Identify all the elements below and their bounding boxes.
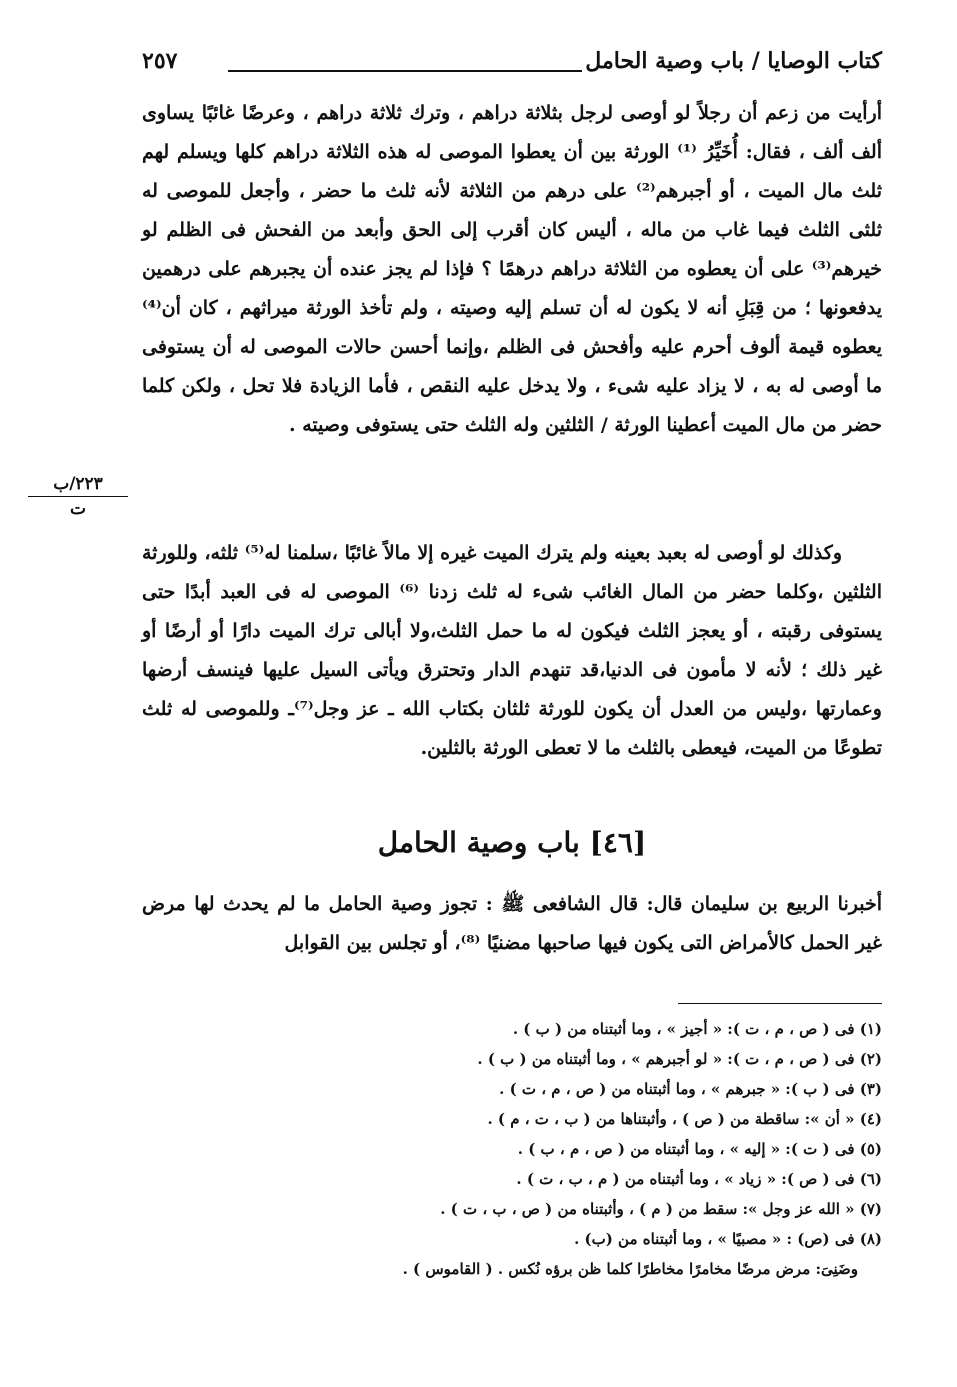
paragraph-text: أرأيت من زعم أن رجلاً لو أوصى لرجل بثلاثة دراهم ، وترك ثلاثة دراهم ، وعرضًا غائبًا يساوى ألف ألف ، فقال: أُخَيِّرُ ⁽¹⁾ الورثة بين أن يعطوا الموصى له هذه الثلاثة دراهم كلها ويسلم لهم ثلث مال الميت ، أو أجبرهم⁽²⁾ على درهم من الثلاثة لأنه ثلث ما حضر ، وأجعل للموصى له ثلثى الثلث فيما غاب من ماله ، أليس كان أقرب إلى الحق وأبعد من الفحش فى الظلم لو خيرهم⁽³⁾ على أن يعطوه من الثلاثة دراهم درهمًا ؟ فإذا لم يجز عنده أن يجبرهم على درهمين يدفعونها ؛ من قِبَلِ أنه لا يكون له أن تسلم إليه وصيته ، ولم تأخذ الورثة ميراثهم ، كان أن⁽⁴⁾ يعطوه قيمة ألوف أحرم عليه وأفحش فى الظلم ،وإنما أحسن حالات الموصى له أن يستوفى ما أوصى له به ، لا يزاد عليه شىء ، ولا يدخل عليه النقص ، فأما الزيادة فلا تحل ، ولكن كلما حضر من مال الميت أعطينا الورثة / الثلثين وله الثلث حتى يستوفى وصيته . [142,102,882,436]
footnote: (٥) فى ( ت ): « إليه » ، وما أثبتناه من ( ص ، م ، ب ) . [517,1140,882,1158]
footnote: (٨) فى (ص) : « مصبيًا » ، وما أثبتناه من (ب) . [574,1230,882,1248]
margin-note [28,474,128,519]
footnote-definition: وضَنِىَ: مرض مرضًا مخامرًا مخاطرًا كلما ظن برؤه نُكس . ( القاموس ) . [402,1260,858,1278]
section-heading: [٤٦] باب وصية الحامل [377,826,647,859]
page-number: ٢٥٧ [142,48,178,74]
margin-manuscript-ref: ت [69,499,86,519]
header-rule [228,70,582,72]
body-paragraph-2 [142,534,882,768]
header-title: كتاب الوصايا / باب وصية الحامل [585,48,882,74]
running-header [142,44,882,84]
footnote: (١) فى ( ص ، م ، ت ): « أجيز » ، وما أثبتناه من ( ب ) . [512,1020,882,1038]
body-paragraph-1 [142,94,882,445]
body-paragraph-3 [142,885,882,963]
footnote: (٢) فى ( ص ، م ، ت ): « لو أجبرهم » ، وما أثبتناه من ( ب ) . [477,1050,882,1068]
footnote: (٦) فى ( ص ): « زياد » ، وما أثبتناه من ( م ، ب ، ت ) . [516,1170,882,1188]
margin-folio-ref: ٢٢٣/ب [28,474,128,497]
footnote-divider [678,1003,882,1004]
paragraph-text: وكذلك لو أوصى له بعبد بعينه ولم يترك الميت غيره إلا مالاً غائبًا ،سلمنا له⁽⁵⁾ ثلثه، وللورثة الثلثين ،وكلما حضر من المال الغائب شىء له ثلث زدنا ⁽⁶⁾ الموصى له فى العبد أبدًا حتى يستوفى رقبته ، أو يعجز الثلث فيكون له ما حمل الثلث،ولا أبالى ترك الميت دارًا أو أرضًا أو غير ذلك ؛ لأنه لا مأمون فى الدنيا،قد تنهدم الدار وتحترق ويأتى السيل عليها فينسف أرضها وعمارتها ،وليس من العدل أن يكون للورثة ثلثان بكتاب الله ـ عز وجل⁽⁷⁾ـ وللموصى له ثلث تطوعًا من الميت، فيعطى بالثلث ما لا تعطى الورثة بالثلين. [142,542,882,759]
footnote: (٧) « الله عز وجل »: سقط من ( م ) ، وأثبتناه من ( ص ، ب ، ت ) . [440,1200,882,1218]
footnote: (٣) فى ( ب ): « جبرهم » ، وما أثبتناه من ( ص ، م ، ت ) . [499,1080,882,1098]
footnote: (٤) « أن »: ساقطة من ( ص ) ، وأثبتناها من ( ب ، ت ، م ) . [487,1110,882,1128]
footnotes [250,1014,882,1284]
paragraph-text: أخبرنا الربيع بن سليمان قال: قال الشافعى ﷺ : تجوز وصية الحامل ما لم يحدث لها مرض غير الحمل كالأمراض التى يكون فيها صاحبها مضنيًا ⁽⁸⁾، أو تجلس بين القوابل [142,893,882,954]
